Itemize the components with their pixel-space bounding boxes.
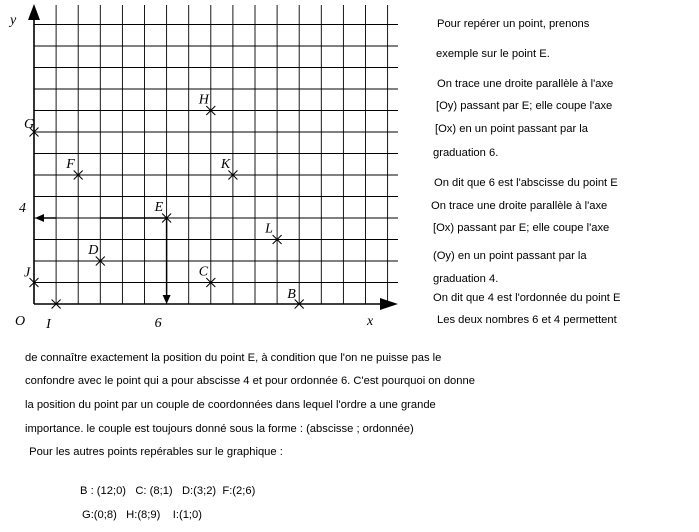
- coordinates-line: B : (12;0) C: (8;1) D:(3;2) F:(2;6): [80, 485, 256, 497]
- axes: [28, 4, 398, 310]
- side-text-line: On dit que 4 est l'ordonnée du point E: [433, 292, 621, 304]
- body-text-line: la position du point par un couple de coordonnées dans lequel l'ordre a une grande: [25, 399, 436, 411]
- point-label-j: J: [24, 265, 31, 281]
- point-label-b: B: [287, 287, 296, 302]
- side-text-line: (Oy) en un point passant par la: [433, 250, 587, 262]
- side-text-line: exemple sur le point E.: [436, 48, 550, 60]
- side-text-line: On trace une droite parallèle à l'axe: [437, 78, 614, 90]
- point-label-e: E: [154, 200, 164, 215]
- side-text-line: Pour repérer un point, prenons: [437, 18, 590, 30]
- point-label-i: I: [46, 317, 51, 332]
- point-label-h: H: [198, 92, 209, 108]
- x-annotation-6: 6: [154, 316, 162, 331]
- point-label-d: D: [88, 243, 99, 258]
- coordinates-line: G:(0;8) H:(8;9) I:(1;0): [82, 509, 202, 521]
- guide-arrow-x: [163, 295, 171, 304]
- point-label-k: K: [220, 157, 231, 172]
- y-axis-arrow: [28, 4, 40, 20]
- point-label-l: L: [265, 221, 273, 237]
- side-text-line: [Ox) en un point passant par la: [435, 123, 588, 135]
- side-text-line: [Ox) passant par E; elle coupe l'axe: [433, 222, 610, 234]
- side-text-line: [Oy) passant par E; elle coupe l'axe: [436, 100, 613, 112]
- body-text-line: de connaître exactement la position du point E, à condition que l'on ne puisse pas le: [25, 352, 442, 364]
- x-axis-arrow: [380, 298, 398, 310]
- body-text-line: Pour les autres points repérables sur le graphique :: [26, 446, 283, 458]
- origin-label: O: [15, 314, 26, 329]
- x-axis-label: x: [367, 314, 374, 329]
- body-text-line: confondre avec le point qui a pour abscisse 4 et pour ordonnée 6. C'est pourquoi on donne: [25, 375, 475, 387]
- side-text-line: Les deux nombres 6 et 4 permettent: [437, 314, 617, 326]
- side-text-line: On dit que 6 est l'abscisse du point E: [434, 177, 618, 189]
- point-labels: [8, 13, 374, 332]
- side-text-line: graduation 6.: [433, 147, 499, 159]
- point-label-c: C: [198, 264, 209, 280]
- side-text-line: On trace une droite parallèle à l'axe: [431, 200, 608, 212]
- y-annotation-4: 4: [19, 201, 26, 216]
- side-text-line: graduation 4.: [433, 273, 499, 285]
- body-text-line: importance. le couple est toujours donné sous la forme : (abscisse ; ordonnée): [25, 423, 414, 435]
- grid: [34, 5, 398, 304]
- guide-arrow-y: [35, 214, 44, 222]
- y-axis-label: y: [10, 13, 17, 28]
- point-label-f: F: [66, 157, 75, 172]
- point-label-g: G: [24, 117, 35, 132]
- coordinate-graph: [0, 0, 420, 340]
